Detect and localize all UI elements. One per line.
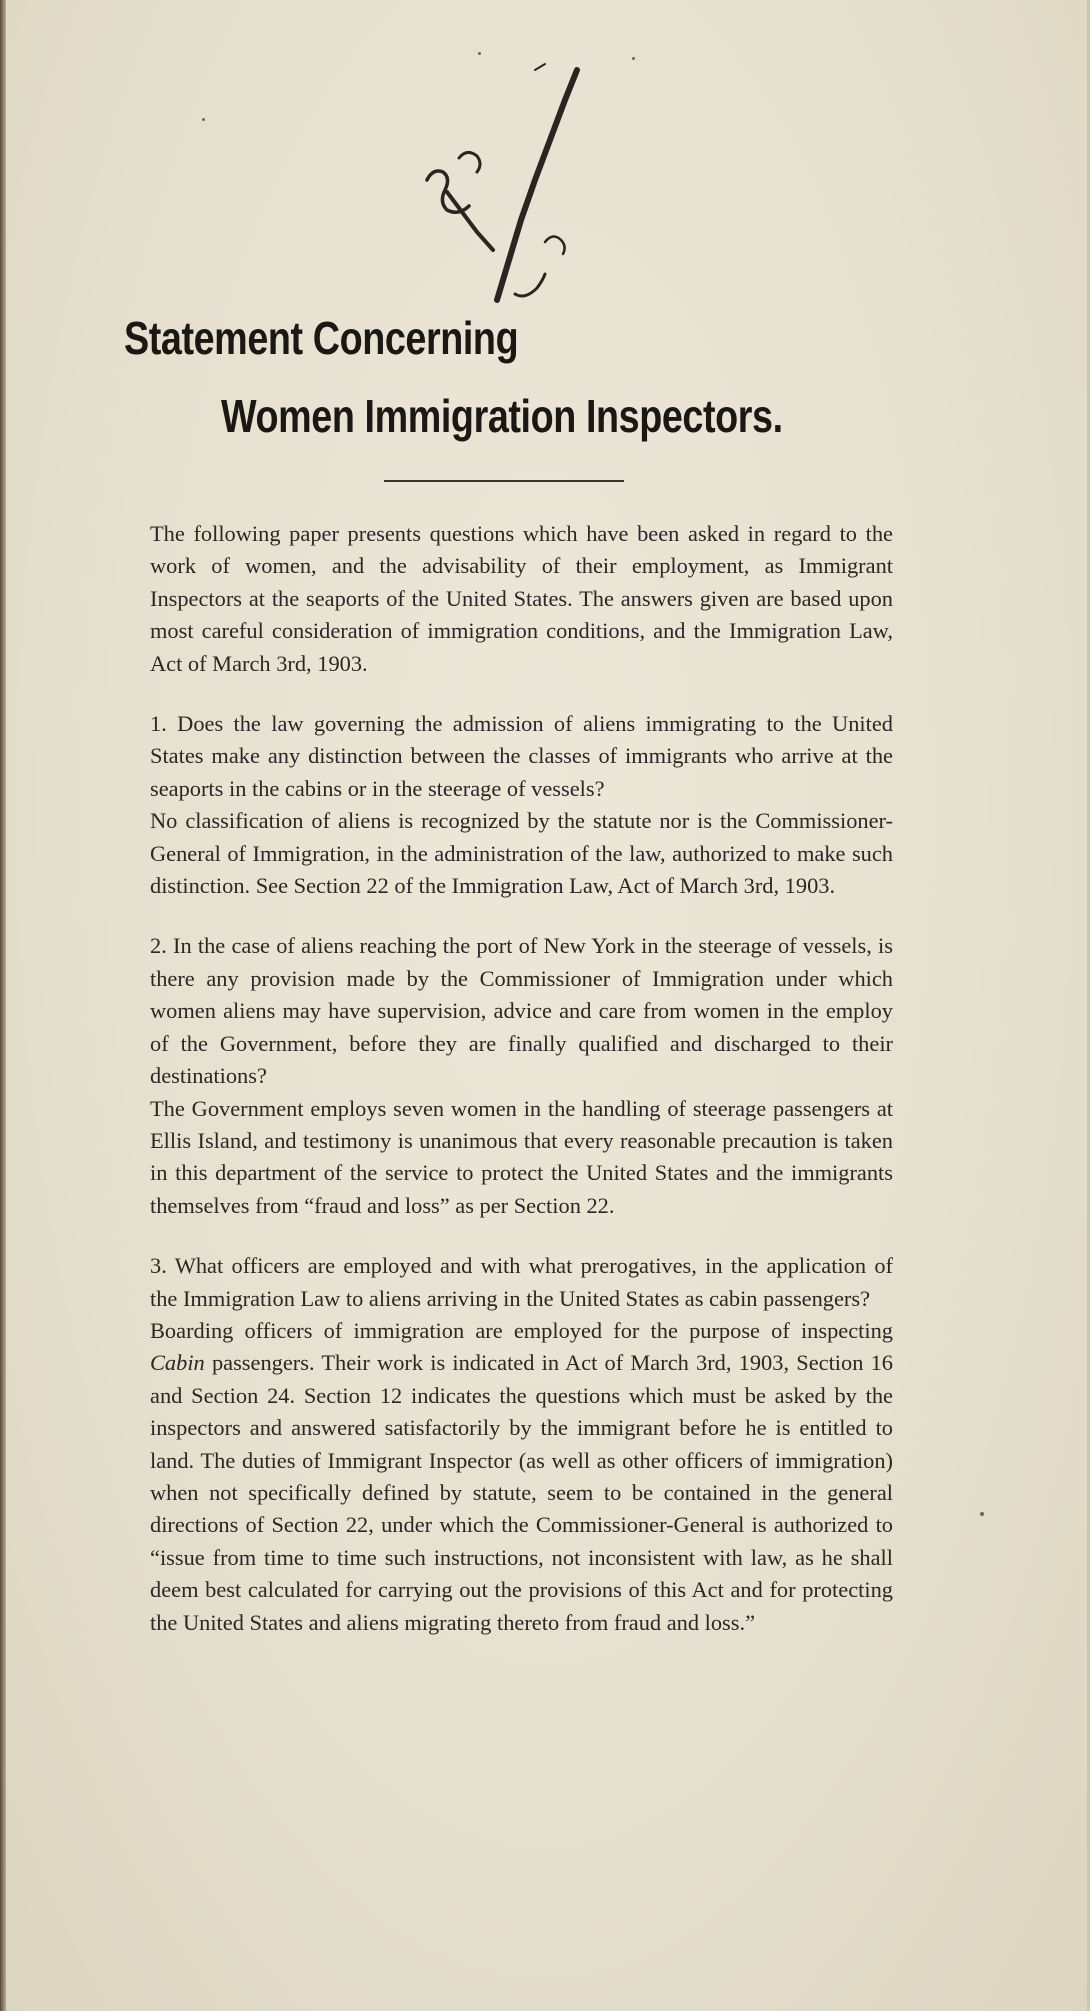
- paragraph-spacer: [150, 1222, 893, 1250]
- title-divider: [384, 480, 624, 482]
- paper-speck: [980, 1512, 984, 1516]
- answer-3-part-2: passengers. Their work is indicated in Act of March 3rd, 1903, Section 16 and Section 24. Section 12 indicates the questions which must be asked by the inspectors and answered satisfactorily by the immigrant before he is entitled to land. The duties of Immigrant Inspector (as well as other officers of immigration) when not specifically defined by statute, seem to be contained in the general directions of Section 22, under which the Commissioner-General is authorized to “issue from time to time such instructions, not inconsistent with law, as he shall deem best calculated for carrying out the provisions of this Act and for protecting the United States and aliens migrating thereto from fraud and loss.”: [150, 1350, 893, 1635]
- paper-speck: [478, 52, 481, 55]
- paragraph-spacer: [150, 902, 893, 930]
- title-line-2: Women Immigration Inspectors.: [221, 390, 783, 442]
- question-2: 2. In the case of aliens reaching the port of New York in the steerage of vessels, is there any provision made by the Commissioner of Immigration under which women aliens may have supervision, advice and care from women in the employ of the Government, before they are finally qualified and discharged to their destinations?: [150, 933, 893, 1089]
- paragraph-spacer: [150, 680, 893, 708]
- answer-3-italic: Cabin: [150, 1350, 205, 1376]
- document-body: [150, 518, 893, 1639]
- title-line-1: Statement Concerning: [124, 312, 519, 364]
- question-1: 1. Does the law governing the admission of aliens immigrating to the United States make any distinction between the classes of immigrants who arrive at the seaports in the cabins or in the steerage of vessels?: [150, 711, 893, 801]
- answer-3: [150, 1315, 893, 1639]
- intro-paragraph: The following paper presents questions which have been asked in regard to the work of women, and the advisability of their employment, as Immigrant Inspectors at the seaports of the United States. The answers given are based upon most careful consideration of immigration conditions, and the Immigration Law, Act of March 3rd, 1903.: [150, 521, 893, 676]
- answer-2: The Government employs seven women in the handling of steerage passengers at Ellis Island, and testimony is unanimous that every reasonable precaution is taken in this department of the service to protect the United States and the immigrants themselves from “fraud and loss” as per Section 22.: [150, 1095, 893, 1218]
- question-3: 3. What officers are employed and with what prerogatives, in the application of the Immigration Law to aliens arriving in the United States as cabin passengers?: [150, 1253, 893, 1311]
- handwritten-annotation-mark: [385, 60, 615, 320]
- answer-3-part-1: Boarding officers of immigration are employed for the purpose of inspecting: [150, 1317, 893, 1343]
- paper-speck: [632, 57, 635, 60]
- page-edge-shadow: [0, 0, 6, 2011]
- document-title: [124, 310, 964, 444]
- paper-speck: [202, 118, 205, 121]
- answer-1: No classification of aliens is recognized by the statute nor is the Commissioner-General of Immigration, in the administration of the law, authorized to make such distinction. See Section 22 of the Immigration Law, Act of March 3rd, 1903.: [150, 808, 893, 899]
